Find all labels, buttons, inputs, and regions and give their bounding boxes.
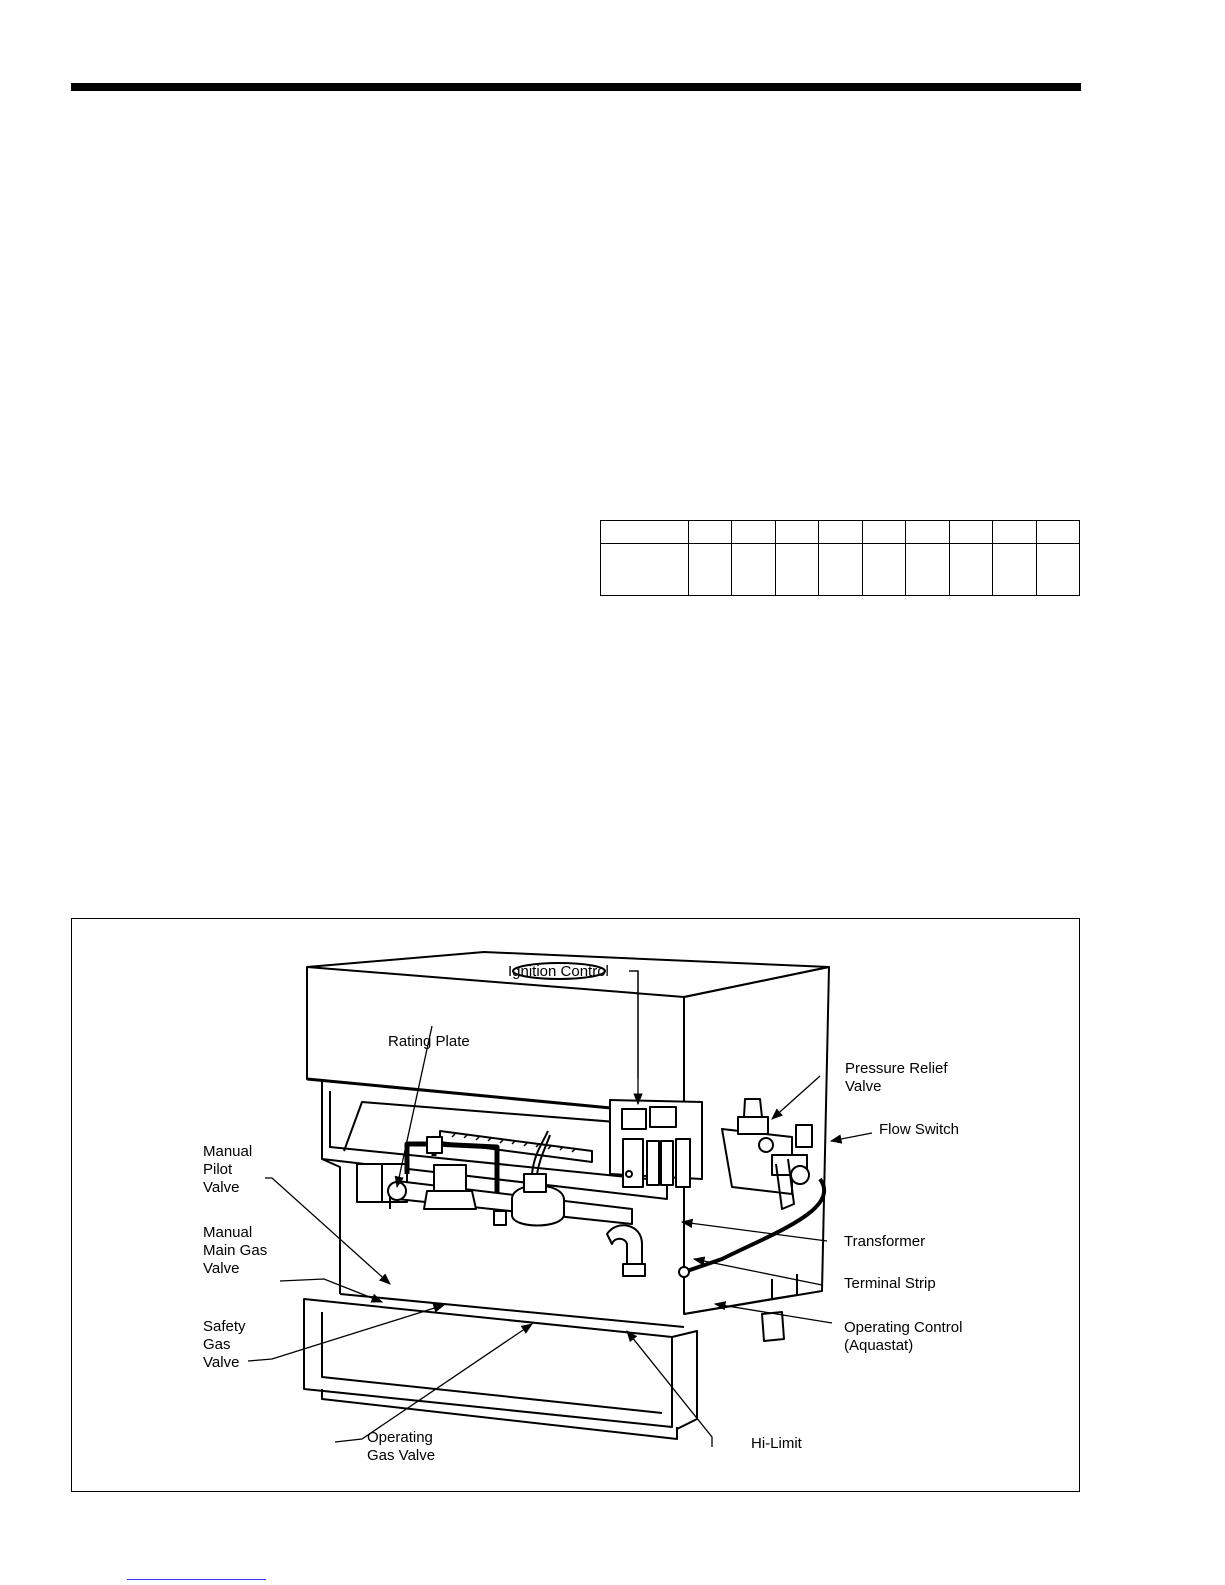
- table-cell: [949, 521, 992, 544]
- table-cell: [775, 544, 818, 596]
- table-cell: [993, 521, 1036, 544]
- table-cell: [949, 544, 992, 596]
- table-cell: [601, 521, 689, 544]
- table-row: [601, 544, 1080, 596]
- label-transformer: Transformer: [844, 1233, 926, 1250]
- table-cell: [1036, 544, 1080, 596]
- table-cell: [732, 521, 775, 544]
- table-cell: [1036, 521, 1080, 544]
- label-pressure-relief-valve: Pressure Relief Valve: [845, 1060, 948, 1095]
- table-cell: [993, 544, 1036, 596]
- label-rating-plate: Rating Plate: [388, 1033, 470, 1050]
- table-cell: [906, 544, 949, 596]
- label-operating-gas-valve: Operating Gas Valve: [367, 1429, 436, 1464]
- table-cell: [732, 544, 775, 596]
- label-safety-gas-valve: Safety Gas Valve: [203, 1318, 246, 1371]
- table-cell: [862, 544, 905, 596]
- label-ignition-control: Ignition Control: [508, 963, 609, 980]
- table-cell: [906, 521, 949, 544]
- table-cell: [819, 544, 862, 596]
- table-cell: [775, 521, 818, 544]
- boiler-illustration: [72, 919, 1081, 1493]
- table-cell: [689, 521, 732, 544]
- spec-table: [600, 520, 1080, 596]
- label-terminal-strip: Terminal Strip: [844, 1275, 936, 1292]
- table-cell: [862, 521, 905, 544]
- label-manual-pilot-valve: Manual Pilot Valve: [203, 1143, 253, 1196]
- label-operating-control: Operating Control (Aquastat): [844, 1319, 963, 1354]
- label-manual-main-gas-valve: Manual Main Gas Valve: [203, 1224, 268, 1277]
- top-rule: [71, 83, 1081, 91]
- table-cell: [819, 521, 862, 544]
- boiler-figure: [71, 918, 1080, 1492]
- table-row: [601, 521, 1080, 544]
- label-flow-switch: Flow Switch: [879, 1121, 960, 1138]
- label-hi-limit: Hi-Limit: [751, 1435, 802, 1452]
- table-cell: [601, 544, 689, 596]
- footer-link-underline[interactable]: [127, 1579, 266, 1580]
- table-cell: [689, 544, 732, 596]
